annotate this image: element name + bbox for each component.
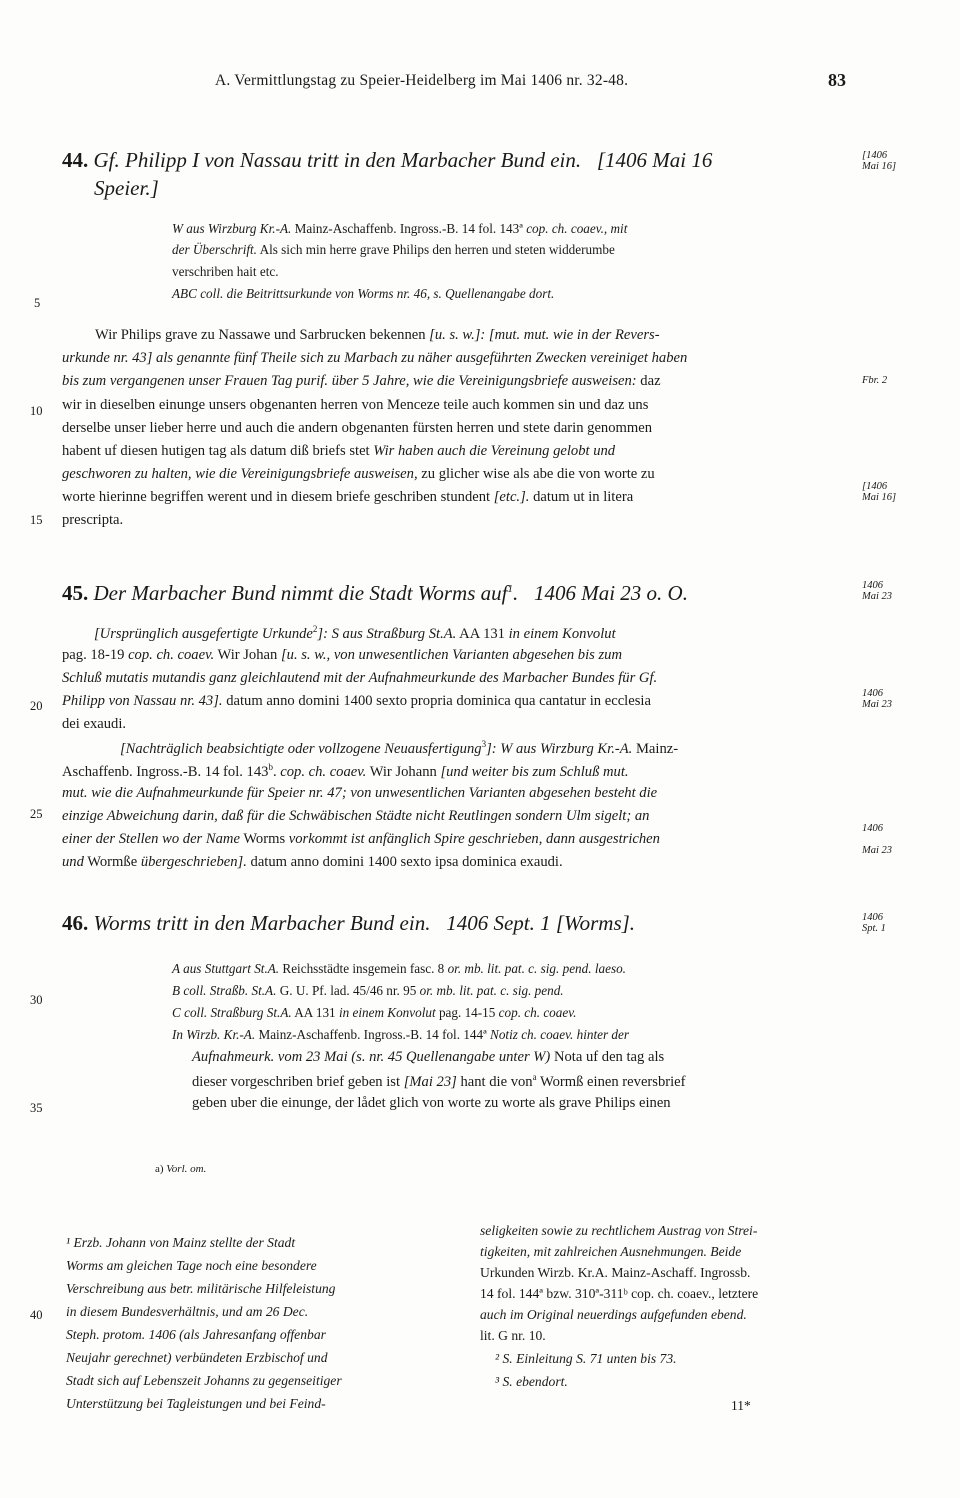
section-45-a-line-5: dei exaudi. (62, 716, 127, 732)
section-44-text-line-2: urkunde nr. 43] als genannte fünf Theile sich zu Marbach zu näher ausgeführten Zwecken vereiniget haben (62, 350, 688, 366)
text: AA 131 (294, 1005, 336, 1020)
section-45-a-line-1 (94, 624, 616, 643)
text-italic: B coll. Straßb. St.A. (172, 983, 277, 998)
margin-day: Mai 23 (862, 591, 893, 602)
section-44-source-line-1 (172, 221, 627, 237)
text: Aschaffenb. Ingross.-B. 14 fol. 143 (62, 763, 269, 780)
section-44-title-cont: Speier.] (94, 176, 159, 200)
section-45-b-line-1 (120, 739, 678, 758)
text-italic: vorkommt ist anfänglich Spire geschrieben, dann ausgestrichen (288, 831, 660, 847)
footnote-line: lit. G nr. 10. (480, 1328, 546, 1343)
section-45-a-line-2 (62, 647, 622, 664)
footnote-line: 14 fol. 144ª bzw. 310ª-311ᵇ cop. ch. coaev., letztere (480, 1286, 759, 1301)
text: datum ut in litera (533, 489, 634, 505)
section-46-source-line-7: geben uber die einunge, der lådet glich von worte zu worte als grave Philips einen (192, 1095, 671, 1111)
text-italic: [Mai 23] (403, 1073, 457, 1090)
section-44-title: Gf. Philipp I von Nassau tritt in den Marbacher Bund ein. (93, 148, 582, 172)
line-number-25: 25 (30, 807, 43, 821)
section-45-date: 1406 Mai 23 o. O. (533, 581, 688, 605)
section-44-margin-fbr: Fbr. 2 (862, 375, 888, 386)
section-46-title: Worms tritt in den Marbacher Bund ein. (93, 911, 431, 935)
text: hant die von (460, 1073, 533, 1090)
printer-signature: 11* (731, 1398, 751, 1413)
text-italic: [etc.]. (493, 489, 530, 505)
margin-year: 1406 (862, 580, 883, 591)
section-44-source-line-2 (172, 242, 615, 258)
section-45-number: 45. (62, 581, 89, 605)
section-46-source-line-4 (172, 1027, 629, 1043)
footnote-ref: 2 (312, 624, 318, 634)
margin-year: 1406 (862, 912, 883, 923)
footnote-line: Worms am gleichen Tage noch eine besondere (66, 1258, 317, 1273)
section-46-number: 46. (62, 911, 89, 935)
text-italic: ]: S aus Straßburg St.A. (317, 625, 457, 642)
line-number-15: 15 (30, 513, 43, 527)
section-45-a-line-4 (62, 693, 651, 710)
text-italic: ]: W aus Wirzburg Kr.-A. (486, 740, 633, 757)
variant-mark: a) (155, 1163, 164, 1175)
section-45-b-line-4: einzige Abweichung darin, daß für die Schwäbischen Städte nicht Reutlingen sondern Ulm sigelt; an (62, 808, 650, 824)
section-45-b-line-6 (62, 854, 563, 871)
text: pag. 14-15 (438, 1005, 496, 1020)
source-heading-note: der Überschrift. (172, 242, 257, 257)
footnote-line: Steph. protom. 1406 (als Jahresanfang offenbar (66, 1327, 326, 1342)
section-46-source-line-5 (192, 1049, 664, 1066)
section-44-margin-date (862, 150, 896, 172)
section-45-b-line-5 (62, 831, 660, 848)
text: Wir Johann (369, 763, 437, 780)
section-44-text-line-8 (62, 489, 633, 506)
section-45-margin-year-3: 1406 (862, 823, 883, 834)
text-italic: or. mb. lit. pat. c. sig. pend. (419, 983, 564, 998)
text-italic: Aufnahmeurk. vom 23 Mai (s. nr. 45 Quellenangabe unter W) (192, 1049, 551, 1065)
text-italic: geschworen zu halten, wie die Vereinigungsbriefe ausweisen, (62, 466, 418, 482)
section-44-text-line-4: wir in dieselben einunge unsers obgenanten herren von Menceze teile auch kommen sin und daz uns (62, 397, 649, 413)
text: worte hierinne begriffen werent und in diesem briefe geschriben stundent (62, 489, 491, 505)
section-45-margin-day-3: Mai 23 (862, 845, 893, 856)
section-45-a-line-3: Schluß mutatis mutandis ganz gleichlautend mit der Aufnahmeurkunde des Marbacher Bundes für Gf. (62, 670, 658, 686)
source-ref: Mainz-Aschaffenb. Ingross.-B. 14 fol. 143ª (294, 221, 523, 236)
footnote-line: seligkeiten sowie zu rechtlichem Austrag von Strei- (480, 1223, 758, 1238)
running-header: A. Vermittlungstag zu Speier-Heidelberg im Mai 1406 nr. 32-48. (215, 72, 629, 89)
text: dieser vorgeschriben brief geben ist (192, 1073, 401, 1090)
text-italic: in einem Konvolut (508, 625, 616, 642)
text-italic: A aus Stuttgart St.A. (172, 961, 280, 976)
section-44-text-line-3 (62, 373, 661, 390)
text: datum anno domini 1400 sexto propria dominica qua cantatur in ecclesia (226, 693, 651, 709)
superscript: b (268, 762, 273, 772)
margin-year: [1406 (862, 150, 888, 161)
text-italic: bis zum vergangenen unser Frauen Tag purif. über 5 Jahre, wie die Vereinigungsbriefe ausweisen: (62, 373, 637, 389)
margin-day: Spt. 1 (862, 923, 886, 934)
page-number: 83 (828, 70, 846, 90)
text-italic: Wir haben auch die Vereinung gelobt und (373, 443, 616, 459)
section-45-margin-date-2 (862, 688, 892, 710)
footnote-ref: 1 (507, 583, 513, 595)
text-italic: einer der Stellen wo der Name (62, 831, 240, 847)
footnote-line: Urkunden Wirzb. Kr.A. Mainz-Aschaff. Ingrossb. (480, 1265, 751, 1280)
text-italic: in einem Konvolut (338, 1005, 436, 1020)
text: G. U. Pf. lad. 45/46 nr. 95 (279, 983, 417, 998)
text-italic: übergeschrieben]. (140, 854, 247, 870)
section-46-margin-date (862, 912, 886, 934)
text-italic: Philipp von Nassau nr. 43]. (62, 693, 223, 709)
footnote-3: ³ S. ebendort. (495, 1374, 568, 1389)
text-italic: Notiz ch. coaev. hinter der (490, 1027, 629, 1042)
text-italic: [u. s. w., von unwesentlichen Varianten abgesehen bis zum (280, 647, 622, 663)
text-italic: [und weiter bis zum Schluß mut. (440, 763, 629, 780)
variant-text: Vorl. om. (166, 1163, 207, 1175)
section-46-source-line-6 (192, 1072, 686, 1091)
section-44-text-line-5: derselbe unser lieber herre und auch die andern obgenanten fürsten herren und stete darin genommen (62, 420, 652, 436)
text: Wormß einen reversbrief (540, 1073, 686, 1090)
text-italic: [Nachträglich beabsichtigte oder vollzogene Neuausfertigung (120, 740, 482, 757)
section-45-heading: 45. Der Marbacher Bund nimmt die Stadt Worms auf$^1$. 1406 Mai 23 o. O. (62, 581, 688, 605)
text-italic: or. mb. lit. pat. c. sig. pend. laeso. (447, 961, 626, 976)
text: AA 131 (459, 625, 505, 642)
text: Wir Johan (217, 647, 278, 663)
text: Mainz- (635, 740, 679, 757)
text-italic: [u. s. w.]: (429, 327, 486, 343)
text-italic: cop. ch. coaev. (280, 763, 367, 780)
footnote-line: Stadt sich auf Lebenszeit Johanns zu gegenseitiger (66, 1373, 342, 1388)
text-italic: In Wirzb. Kr.-A. (172, 1027, 256, 1042)
section-44-number: 44. (62, 148, 89, 172)
text-italic: cop. ch. coaev. (128, 647, 215, 663)
text-italic: [Ursprünglich ausgefertigte Urkunde (94, 625, 313, 642)
text: Wormße (87, 854, 138, 870)
line-number-35: 35 (30, 1101, 43, 1115)
section-45-b-line-3: mut. wie die Aufnahmeurkunde für Speier nr. 47; von unwesentlichen Varianten abgesehen besteht die (62, 785, 658, 801)
section-46-heading (62, 911, 635, 936)
section-46-source-line-2 (172, 983, 564, 999)
variant-note (155, 1163, 206, 1175)
footnote-line: tigkeiten, mit zahlreichen Ausnehmungen. Beide (480, 1244, 742, 1259)
text: Reichsstädte insgemein fasc. 8 (282, 961, 445, 976)
text: habent uf diesen hutigen tag als datum diß briefs stet (62, 443, 370, 459)
footnote-2: ² S. Einleitung S. 71 unten bis 73. (495, 1351, 677, 1366)
text: . (272, 763, 277, 780)
text: Worms (243, 831, 286, 847)
text-italic: C coll. Straßburg St.A. (172, 1005, 292, 1020)
section-44-date: [1406 Mai 16 (596, 148, 713, 172)
text: Nota uf den tag als (553, 1049, 665, 1065)
line-number-10: 10 (30, 404, 43, 418)
footnote-line: Unterstützung bei Tagleistungen und bei Feind- (66, 1396, 326, 1411)
footnote-line: ¹ Erzb. Johann von Mainz stellte der Stadt (66, 1235, 296, 1250)
section-46-source-line-1 (172, 961, 626, 977)
text: datum anno domini 1400 sexto ipsa dominica exaudi. (250, 854, 563, 870)
margin-day: Mai 16] (862, 492, 897, 503)
text-italic: cop. ch. coaev. (498, 1005, 577, 1020)
section-46-source-line-3 (172, 1005, 576, 1021)
section-44-margin-date-2 (862, 481, 896, 503)
source-quote: Als sich min herre grave Philips den herren und steten widderumbe (259, 242, 615, 257)
footnote-line: Neujahr gerechnet) verbündeten Erzbischof und (66, 1350, 328, 1365)
margin-year: [1406 (862, 481, 888, 492)
line-number-20: 20 (30, 699, 43, 713)
text: zu glicher wise als abe die von worte zu (421, 466, 655, 482)
text: Wir Philips grave zu Nassawe und Sarbrucken bekennen (95, 327, 426, 343)
line-number-40: 40 (30, 1308, 43, 1322)
variant-mark: a (532, 1072, 537, 1082)
section-44-heading (62, 148, 712, 173)
section-44-source-line-4: ABC coll. die Beitrittsurkunde von Worms nr. 46, s. Quellenangabe dort. (172, 286, 555, 301)
text-italic: und (62, 854, 84, 870)
line-number-30: 30 (30, 993, 43, 1007)
footnote-ref: 3 (481, 739, 487, 749)
source-copy: cop. ch. coaev., mit (526, 221, 628, 236)
footnote-line: Verschreibung aus betr. militärische Hilfeleistung (66, 1281, 336, 1296)
section-44-source-line-3: verschriben hait etc. (172, 264, 279, 279)
line-number-5: 5 (34, 296, 41, 310)
section-45-title: Der Marbacher Bund nimmt die Stadt Worms auf (93, 581, 508, 605)
text: pag. 18-19 (62, 647, 125, 663)
margin-day: Mai 23 (862, 699, 893, 710)
section-44-text-line-9: prescripta. (62, 512, 124, 528)
text: Mainz-Aschaffenb. Ingross.-B. 14 fol. 144ª (258, 1027, 487, 1042)
section-44-text-line-6 (62, 443, 615, 460)
section-45-margin-date (862, 580, 892, 602)
text-italic: [mut. mut. wie in der Revers- (488, 327, 660, 343)
footnote-line: in diesem Bundesverhältnis, und am 26 Dec. (66, 1304, 309, 1319)
margin-day: Mai 16] (862, 161, 897, 172)
section-45-b-line-2 (62, 762, 629, 781)
source-archive: W aus Wirzburg Kr.-A. (172, 221, 292, 236)
section-46-date: 1406 Sept. 1 [Worms]. (446, 911, 636, 935)
margin-year: 1406 (862, 688, 883, 699)
footnote-line: auch im Original neuerdings aufgefunden ebend. (480, 1307, 747, 1322)
section-44-text-line-7 (62, 466, 655, 483)
text: daz (640, 373, 661, 389)
section-44-text-line-1 (95, 327, 660, 344)
